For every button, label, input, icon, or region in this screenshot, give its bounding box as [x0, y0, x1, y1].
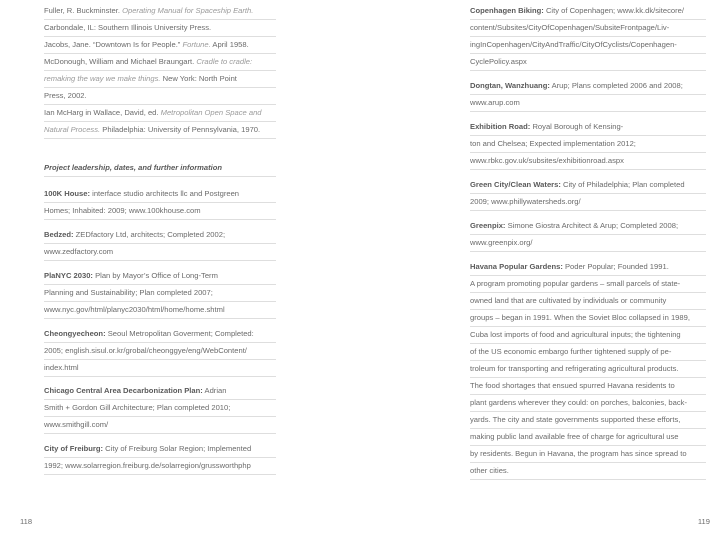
text-line	[44, 2, 276, 20]
text-segment: Homes; Inhabited: 2009; www.100khouse.com	[44, 206, 201, 215]
text-line	[470, 19, 706, 37]
text-segment: City of Copenhagen; www.kk.dk/sitecore/	[543, 6, 684, 15]
text-segment: www.nyc.gov/html/planyc2030/html/home/home.shtml	[44, 305, 225, 314]
text-line	[470, 428, 706, 446]
text-segment: Fortune.	[182, 40, 211, 49]
text-segment: CyclePolicy.aspx	[470, 57, 527, 66]
text-line	[44, 36, 276, 54]
text-line	[470, 309, 706, 327]
text-segment: Royal Borough of Kensing-	[530, 122, 624, 131]
text-line	[470, 53, 706, 71]
text-line	[44, 185, 276, 203]
text-segment: Project leadership, dates, and further information	[44, 163, 223, 172]
text-segment: Seoul Metropolitan Goverment; Completed:	[105, 329, 254, 338]
text-line	[470, 326, 706, 344]
page-number-left: 118	[20, 517, 33, 526]
text-segment: Planning and Sustainability; Plan completed 2007;	[44, 288, 213, 297]
text-line	[470, 258, 706, 276]
text-line	[44, 301, 276, 319]
text-segment: Havana Popular Gardens:	[470, 262, 563, 271]
text-line	[44, 121, 276, 139]
text-segment: Jacobs, Jane. “Downtown Is for People.”	[44, 40, 183, 49]
text-line	[470, 36, 706, 54]
text-segment: Green City/Clean Waters:	[470, 180, 561, 189]
text-line	[44, 440, 276, 458]
text-segment: April 1958.	[210, 40, 249, 49]
text-segment: troleum for transporting and refrigerating agricultural products.	[470, 364, 679, 373]
text-segment: ZEDfactory Ltd, architects; Completed 2002;	[73, 230, 226, 239]
text-line	[44, 19, 276, 37]
text-segment: 1992; www.solarregion.freiburg.de/solarregion/grussworthphp	[44, 461, 251, 470]
text-segment: McDonough, William and Michael Braungart.	[44, 57, 197, 66]
text-segment: www.arup.com	[470, 98, 520, 107]
text-segment: A program promoting popular gardens – small parcels of state-	[470, 279, 681, 288]
text-line	[470, 343, 706, 361]
text-line	[470, 360, 706, 378]
text-line	[44, 202, 276, 220]
text-segment: Natural Process.	[44, 125, 101, 134]
text-segment: Philadelphia: University of Pennsylvania, 1970.	[100, 125, 261, 134]
text-segment: Cuba lost imports of food and agricultural inputs; the tightening	[470, 330, 681, 339]
text-line	[44, 457, 276, 475]
text-segment: Bedzed:	[44, 230, 74, 239]
text-line	[44, 226, 276, 244]
text-segment: Press, 2002.	[44, 91, 87, 100]
text-line	[44, 53, 276, 71]
text-line	[44, 70, 276, 88]
text-segment: yards. The city and state governments supported these efforts,	[470, 415, 681, 424]
text-segment: www.greenpix.org/	[470, 238, 533, 247]
text-line	[470, 217, 706, 235]
text-line	[470, 445, 706, 463]
text-segment: Operating Manual for Spaceship Earth.	[122, 6, 254, 15]
text-segment: Simone Giostra Architect & Arup; Completed 2008;	[505, 221, 679, 230]
text-segment: Exhibition Road:	[470, 122, 531, 131]
text-line	[470, 176, 706, 194]
text-segment: www.smithgill.com/	[44, 420, 109, 429]
text-line	[44, 267, 276, 285]
text-segment: Carbondale, IL: Southern Illinois University Press.	[44, 23, 212, 32]
text-segment: interface studio architects llc and Postgreen	[90, 189, 240, 198]
text-line	[44, 284, 276, 302]
text-line	[470, 377, 706, 395]
text-segment: owned land that are cultivated by individuals or community	[470, 296, 667, 305]
text-segment: City of Philadelphia; Plan completed	[560, 180, 685, 189]
text-line	[470, 411, 706, 429]
text-segment: The food shortages that ensued spurred Havana residents to	[470, 381, 675, 390]
text-line	[470, 193, 706, 211]
text-segment: City of Freiburg:	[44, 444, 104, 453]
text-segment: 2009; www.phillywatersheds.org/	[470, 197, 581, 206]
text-segment: Adrian	[202, 386, 227, 395]
text-segment: 2005; english.sisul.or.kr/grobal/cheonggye/eng/WebContent/	[44, 346, 247, 355]
text-segment: Metropolitan Open Space and	[160, 108, 262, 117]
text-segment: Dongtan, Wanzhuang:	[470, 81, 550, 90]
text-segment: PlaNYC 2030:	[44, 271, 93, 280]
text-segment: Arup; Plans completed 2006 and 2008;	[549, 81, 683, 90]
text-segment: Plan by Mayor’s Office of Long-Term	[92, 271, 218, 280]
text-line	[44, 243, 276, 261]
page-number-right: 119	[697, 517, 710, 526]
text-line	[470, 394, 706, 412]
text-line	[44, 104, 276, 122]
text-segment: Cheongyecheon:	[44, 329, 106, 338]
text-segment: New York: North Point	[160, 74, 237, 83]
text-line	[470, 234, 706, 252]
text-line	[44, 359, 276, 377]
text-segment: Poder Popular; Founded 1991.	[562, 262, 669, 271]
text-segment: remaking the way we make things.	[44, 74, 161, 83]
text-line	[470, 2, 706, 20]
text-line	[470, 462, 706, 480]
text-line	[470, 94, 706, 112]
text-line	[470, 77, 706, 95]
text-segment: other cities.	[470, 466, 509, 475]
text-line	[470, 135, 706, 153]
text-segment: plant gardens wherever they could: on porches, balconies, back-	[470, 398, 687, 407]
text-segment: groups – began in 1991. When the Soviet Bloc collapsed in 1989,	[470, 313, 690, 322]
text-line	[44, 325, 276, 343]
text-segment: 100K House:	[44, 189, 91, 198]
text-line	[44, 382, 276, 400]
text-line	[44, 416, 276, 434]
text-segment: ton and Chelsea; Expected implementation 2012;	[470, 139, 636, 148]
text-segment: Smith + Gordon Gill Architecture; Plan completed 2010;	[44, 403, 231, 412]
text-segment: City of Freiburg Solar Region; Implemented	[103, 444, 252, 453]
text-line	[44, 159, 276, 177]
text-line	[44, 87, 276, 105]
text-segment: of the US economic embargo further tightened supply of pe-	[470, 347, 672, 356]
text-segment: www.zedfactory.com	[44, 247, 114, 256]
text-line	[470, 292, 706, 310]
text-line	[470, 275, 706, 293]
text-line	[470, 152, 706, 170]
text-segment: making public land available free of charge for agricultural use	[470, 432, 679, 441]
text-segment: ingInCopenhagen/CityAndTraffic/CityOfCyclists/Copenhagen-	[470, 40, 677, 49]
text-segment: Cradle to cradle:	[196, 57, 253, 66]
text-line	[44, 399, 276, 417]
text-segment: www.rbkc.gov.uk/subsites/exhibitionroad.aspx	[470, 156, 624, 165]
text-segment: content/Subsites/CityOfCopenhagen/SubsiteFrontpage/Liv-	[470, 23, 670, 32]
text-segment: index.html	[44, 363, 79, 372]
text-segment: by residents. Begun in Havana, the program has since spread to	[470, 449, 687, 458]
text-segment: Chicago Central Area Decarbonization Plan:	[44, 386, 203, 395]
text-segment: Greenpix:	[470, 221, 506, 230]
text-line	[470, 118, 706, 136]
text-segment: Fuller, R. Buckminster.	[44, 6, 123, 15]
text-line	[44, 342, 276, 360]
text-segment: Ian McHarg in Wallace, David, ed.	[44, 108, 161, 117]
text-segment: Copenhagen Biking:	[470, 6, 544, 15]
